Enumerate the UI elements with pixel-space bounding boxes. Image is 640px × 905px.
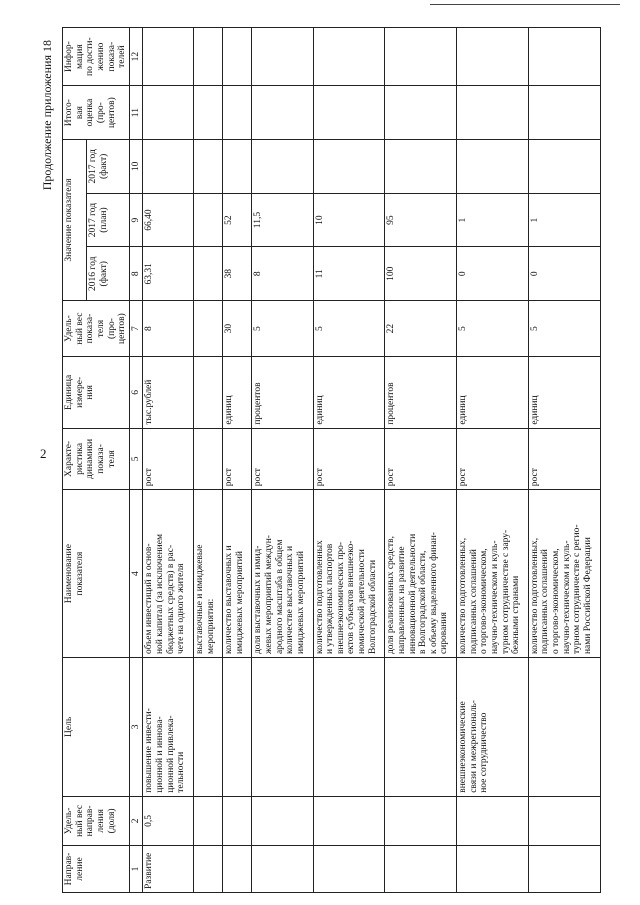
cell-direction	[223, 846, 252, 893]
cell-fact-2016	[193, 247, 222, 301]
cell-dynamics: рост	[385, 428, 457, 490]
col-number: 11	[129, 86, 143, 140]
col-header-info: Инфор- мация по дости- жению показа- телей	[63, 28, 130, 86]
cell-plan-2017: 10	[313, 193, 385, 247]
cell-fact-2016: 0	[457, 247, 529, 301]
cell-direction-weight	[193, 796, 222, 845]
col-number: 4	[129, 490, 143, 658]
cell-unit: единиц	[223, 357, 252, 429]
cell-goal	[313, 658, 385, 797]
cell-total	[193, 86, 222, 140]
cell-indicator: количество подготовленных и утвержденных паспортов внешнеэкономических про- ектов субъектов внешнеэко- номической деятельности Волгоградской области	[313, 490, 385, 658]
cell-info	[528, 28, 600, 86]
cell-fact-2016: 63,31	[143, 247, 194, 301]
cell-direction	[385, 846, 457, 893]
cell-direction-weight	[385, 796, 457, 845]
cell-fact-2016: 0	[528, 247, 600, 301]
cell-info	[457, 28, 529, 86]
cell-goal	[193, 658, 222, 797]
col-number: 5	[129, 428, 143, 490]
cell-indicator: выставочные и имиджевые мероприятия:	[193, 490, 222, 658]
cell-direction	[528, 846, 600, 893]
cell-fact-2017	[143, 139, 194, 193]
col-header-unit: Единица измере- ния	[63, 357, 130, 429]
cell-fact-2017	[385, 139, 457, 193]
cell-total	[385, 86, 457, 140]
cell-total	[143, 86, 194, 140]
col-number: 2	[129, 796, 143, 845]
cell-direction	[252, 846, 313, 893]
col-header-dynamics: Характе- ристика динамики показа- теля	[63, 428, 130, 490]
cell-direction-weight	[223, 796, 252, 845]
cell-goal	[252, 658, 313, 797]
cell-plan-2017: 95	[385, 193, 457, 247]
cell-total	[457, 86, 529, 140]
table-row	[252, 28, 313, 893]
table-row	[457, 28, 529, 893]
cell-indicator-weight: 5	[457, 301, 529, 357]
cell-fact-2017	[528, 139, 600, 193]
cell-dynamics: рост	[252, 428, 313, 490]
cell-indicator-weight: 5	[252, 301, 313, 357]
cell-info	[193, 28, 222, 86]
col-number: 8	[129, 247, 143, 301]
cell-indicator-weight: 5	[313, 301, 385, 357]
col-header-weight: Удель- ный вес направ- ления (доля)	[63, 796, 130, 845]
cell-total	[528, 86, 600, 140]
col-number: 1	[129, 846, 143, 893]
table-row	[528, 28, 600, 893]
cell-direction-weight	[528, 796, 600, 845]
cell-fact-2017	[313, 139, 385, 193]
col-number: 9	[129, 193, 143, 247]
cell-dynamics	[193, 428, 222, 490]
cell-plan-2017: 1	[528, 193, 600, 247]
col-number: 12	[129, 28, 143, 86]
table-row	[143, 28, 194, 893]
cell-fact-2016: 38	[223, 247, 252, 301]
col-header-fact-2016: 2016 год (факт)	[87, 247, 130, 301]
cell-plan-2017: 66,40	[143, 193, 194, 247]
cell-info	[223, 28, 252, 86]
col-number: 10	[129, 139, 143, 193]
indicators-table	[62, 27, 601, 893]
cell-plan-2017: 11,5	[252, 193, 313, 247]
cell-indicator-weight: 8	[143, 301, 194, 357]
col-number: 7	[129, 301, 143, 357]
table-row	[223, 28, 252, 893]
cell-unit: единиц	[457, 357, 529, 429]
cell-unit: процентов	[385, 357, 457, 429]
cell-dynamics: рост	[457, 428, 529, 490]
cell-goal: внешнеэкономические связи и межрегиональ- ное сотрудничество	[457, 658, 529, 797]
table-row	[313, 28, 385, 893]
appendix-label: Продолжение приложения 18	[40, 40, 54, 191]
cell-fact-2016: 8	[252, 247, 313, 301]
col-number: 6	[129, 357, 143, 429]
cell-direction: Развитие	[143, 846, 194, 893]
cell-unit: единиц	[313, 357, 385, 429]
cell-direction	[457, 846, 529, 893]
cell-dynamics: рост	[313, 428, 385, 490]
cell-plan-2017: 1	[457, 193, 529, 247]
table-row	[193, 28, 222, 893]
cell-fact-2016: 100	[385, 247, 457, 301]
cell-fact-2016: 11	[313, 247, 385, 301]
col-header-plan-2017: 2017 год (план)	[87, 193, 130, 247]
cell-goal: повышение инвести- ционной и иннова- ционной привлека- тельности	[143, 658, 194, 797]
header-row	[63, 28, 87, 893]
cell-total	[313, 86, 385, 140]
cell-unit: тыс.рублей	[143, 357, 194, 429]
cell-unit: единиц	[528, 357, 600, 429]
cell-total	[223, 86, 252, 140]
cell-unit: процентов	[252, 357, 313, 429]
column-number-row	[129, 28, 143, 893]
cell-total	[252, 86, 313, 140]
col-header-total: Итого- вая оценка (про- центов)	[63, 86, 130, 140]
cell-dynamics: рост	[223, 428, 252, 490]
cell-indicator-weight: 5	[528, 301, 600, 357]
col-header-fact-2017: 2017 год (факт)	[87, 139, 130, 193]
col-header-goal: Цель	[63, 658, 130, 797]
cell-info	[313, 28, 385, 86]
cell-indicator-weight: 22	[385, 301, 457, 357]
cell-info	[143, 28, 194, 86]
cell-goal	[528, 658, 600, 797]
cell-direction	[193, 846, 222, 893]
cell-info	[252, 28, 313, 86]
cell-indicator: количество подготовленных, подписанных соглашений о торгово-экономическом, научно-техническом и куль- турном сотрудничестве с зару- бежными странами	[457, 490, 529, 658]
col-header-indicator: Наименование показателя	[63, 490, 130, 658]
cell-direction-weight	[313, 796, 385, 845]
cell-plan-2017	[193, 193, 222, 247]
cell-direction-weight	[457, 796, 529, 845]
cell-indicator: количество выставочных и имиджевых мероприятий	[223, 490, 252, 658]
cell-unit	[193, 357, 222, 429]
cell-direction-weight: 0,5	[143, 796, 194, 845]
cell-goal	[385, 658, 457, 797]
col-header-group-values: Значение показателя	[63, 139, 87, 300]
cell-indicator: объем инвестиций в основ- ной капитал (за исключением бюджетных средств) в рас- чете на одного жителя	[143, 490, 194, 658]
cell-fact-2017	[457, 139, 529, 193]
cell-info	[385, 28, 457, 86]
cell-dynamics: рост	[143, 428, 194, 490]
table-row	[385, 28, 457, 893]
page-number: 2	[40, 446, 47, 461]
cell-fact-2017	[252, 139, 313, 193]
cell-indicator-weight	[193, 301, 222, 357]
cell-indicator: количество подготовленных, подписанных соглашений о торгово-экономическом, научно-техническом и куль- турном сотрудничестве с регио- нами Российской Федерации	[528, 490, 600, 658]
col-number: 3	[129, 658, 143, 797]
col-header-direction: Направ- ление	[63, 846, 130, 893]
cell-goal	[223, 658, 252, 797]
cell-direction	[313, 846, 385, 893]
cell-fact-2017	[223, 139, 252, 193]
cell-direction-weight	[252, 796, 313, 845]
cell-fact-2017	[193, 139, 222, 193]
cell-indicator: доля реализованных средств, направленных на развитие инновационной деятельности в Волгоградской области, к объему выделенного финан- сирования	[385, 490, 457, 658]
cell-plan-2017: 52	[223, 193, 252, 247]
cell-indicator: доля выставочных и имид- жевых мероприятий междун- ародного масштаба в общем количестве выставочных и имиджевых мероприятий	[252, 490, 313, 658]
cell-indicator-weight: 30	[223, 301, 252, 357]
cell-dynamics: рост	[528, 428, 600, 490]
col-header-indicator-weight: Удель- ный вес показа- теля (про- центов)	[63, 301, 130, 357]
